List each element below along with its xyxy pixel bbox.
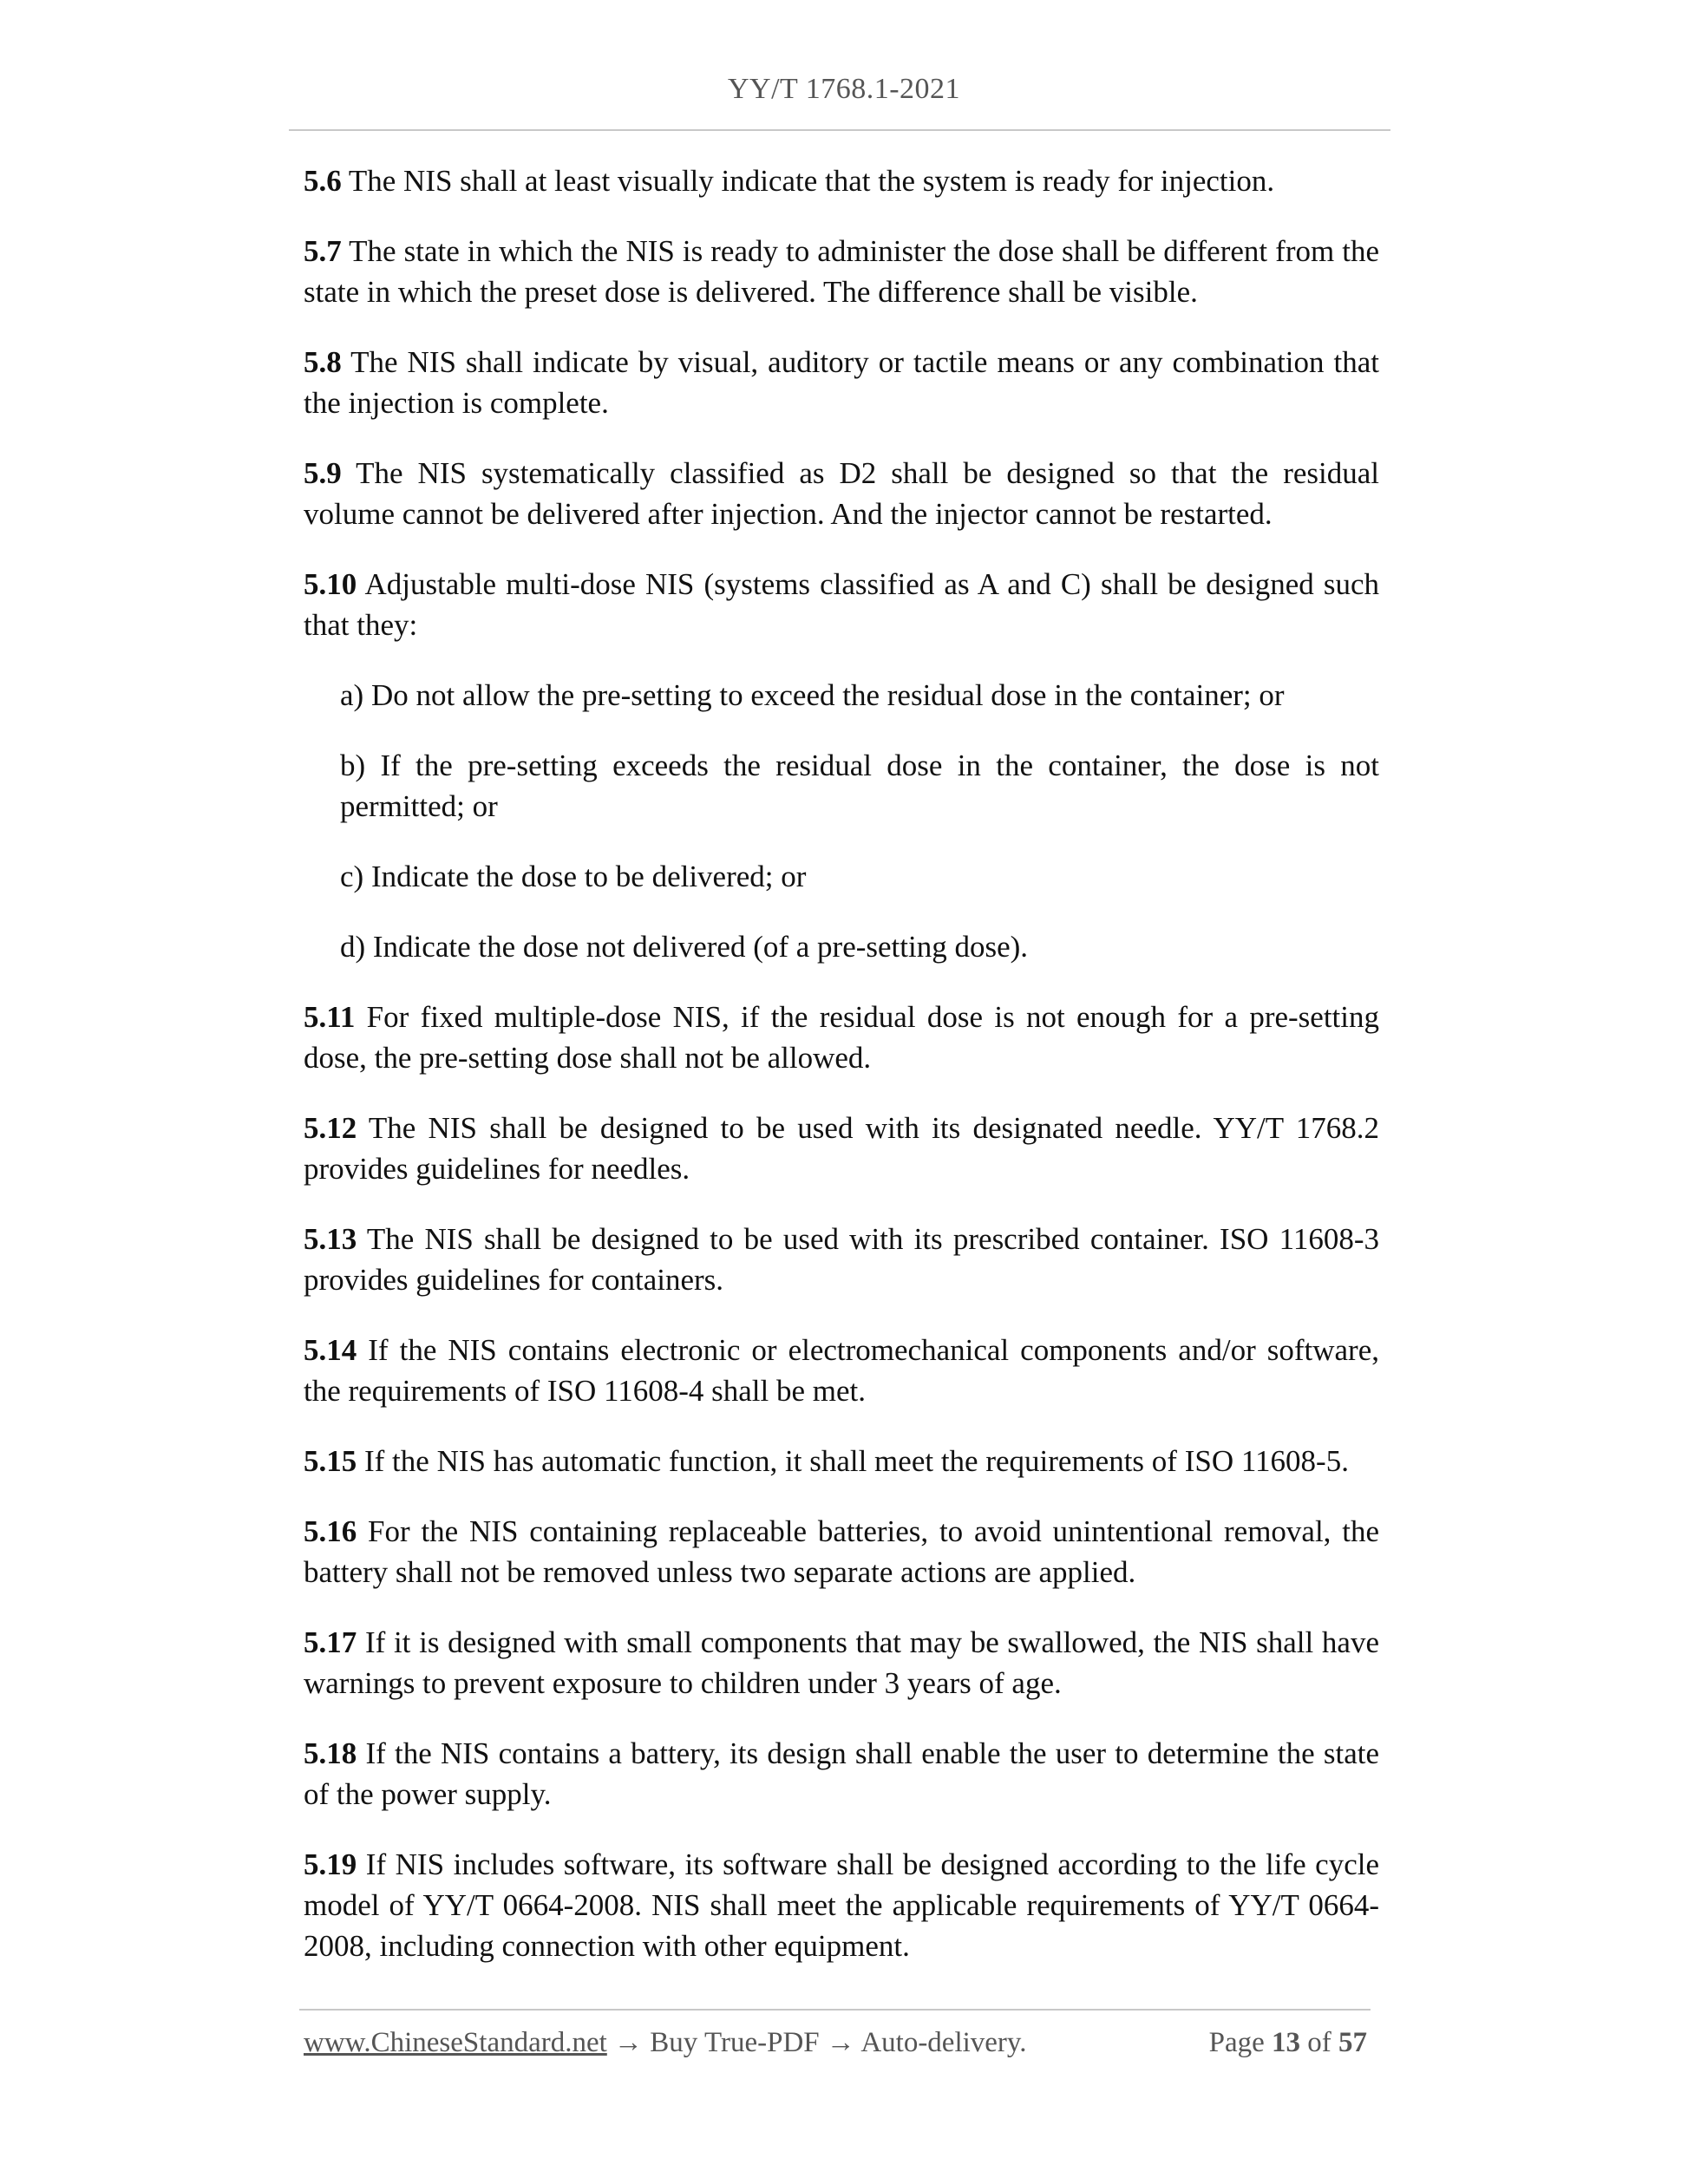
list-item-b: b) If the pre-setting exceeds the residual dose in the container, the dose is not permitted; or <box>340 749 1379 823</box>
clause-text: For the NIS containing replaceable batteries, to avoid unintentional removal, the battery shall not be removed unless two separate actions are applied. <box>304 1514 1379 1589</box>
clause-number: 5.13 <box>304 1222 357 1256</box>
clause-text: If NIS includes software, its software shall be designed according to the life cycle model of YY/T 0664-2008. NIS shall meet the applicable requirements of YY/T 0664-2008, including connection with other equipment. <box>304 1847 1379 1963</box>
document-header-title: YY/T 1768.1-2021 <box>727 73 961 105</box>
auto-delivery-text: Auto-delivery. <box>860 2027 1027 2058</box>
clause-text: Adjustable multi-dose NIS (systems classified as A and C) shall be designed such that they: <box>304 567 1379 642</box>
page-indicator <box>1209 2027 1367 2059</box>
clause-number: 5.6 <box>304 164 342 198</box>
of-label: of <box>1307 2027 1331 2058</box>
page-label: Page <box>1208 2027 1265 2058</box>
clause-text: The state in which the NIS is ready to administer the dose shall be different from the state in which the preset dose is delivered. The difference shall be visible. <box>304 234 1380 309</box>
clause-text: If the NIS has automatic function, it shall meet the requirements of ISO 11608-5. <box>364 1444 1349 1478</box>
footer-left <box>304 2027 1027 2059</box>
clause-number: 5.16 <box>304 1514 357 1548</box>
arrow-right-icon: → <box>614 2027 644 2058</box>
page-current: 13 <box>1272 2027 1300 2058</box>
clause-number: 5.18 <box>304 1736 357 1770</box>
clause-number: 5.8 <box>304 345 342 379</box>
clause-number: 5.7 <box>304 234 342 268</box>
clause-number: 5.19 <box>304 1847 357 1881</box>
clause-5-14 <box>304 1330 1379 1411</box>
document-body <box>304 160 1379 1996</box>
clause-5-9 <box>304 453 1379 534</box>
clause-5-12 <box>304 1108 1379 1189</box>
clause-text: The NIS shall be designed to be used with its designated needle. YY/T 1768.2 provides guidelines for needles. <box>304 1111 1379 1186</box>
clause-5-17 <box>304 1622 1379 1703</box>
arrow-right-icon: → <box>826 2027 855 2058</box>
clause-number: 5.14 <box>304 1333 357 1367</box>
clause-5-15 <box>304 1441 1379 1481</box>
clause-number: 5.12 <box>304 1111 357 1145</box>
chinese-standard-link[interactable]: www.ChineseStandard.net <box>304 2027 607 2058</box>
page-total: 57 <box>1338 2027 1367 2058</box>
clause-text: For fixed multiple-dose NIS, if the residual dose is not enough for a pre-setting dose, the pre-setting dose shall not be allowed. <box>304 1000 1380 1075</box>
clause-text: The NIS shall at least visually indicate that the system is ready for injection. <box>348 164 1275 198</box>
clause-text: If the NIS contains a battery, its design shall enable the user to determine the state of the power supply. <box>304 1736 1379 1811</box>
header-divider <box>289 129 1390 131</box>
footer-divider <box>299 2009 1371 2011</box>
clause-number: 5.17 <box>304 1625 357 1659</box>
clause-text: If it is designed with small components that may be swallowed, the NIS shall have warnings to prevent exposure to children under 3 years of age. <box>304 1625 1379 1700</box>
clause-5-19 <box>304 1844 1379 1966</box>
clause-number: 5.9 <box>304 456 342 490</box>
clause-5-6 <box>304 160 1379 201</box>
clause-number: 5.11 <box>304 1000 356 1034</box>
list-item-c: c) Indicate the dose to be delivered; or <box>340 860 807 893</box>
page-footer <box>304 2027 1367 2059</box>
clause-text: If the NIS contains electronic or electromechanical components and/or software, the requirements of ISO 11608-4 shall be met. <box>304 1333 1379 1408</box>
clause-5-11 <box>304 997 1379 1078</box>
clause-text: The NIS systematically classified as D2 shall be designed so that the residual volume cannot be delivered after injection. And the injector cannot be restarted. <box>304 456 1379 531</box>
clause-text: The NIS shall be designed to be used with its prescribed container. ISO 11608-3 provides guidelines for containers. <box>304 1222 1380 1297</box>
clause-number: 5.15 <box>304 1444 357 1478</box>
list-item-d: d) Indicate the dose not delivered (of a pre-setting dose). <box>340 930 1029 964</box>
buy-true-pdf-text: Buy True-PDF <box>650 2027 820 2058</box>
clause-5-7 <box>304 231 1379 312</box>
list-item-a: a) Do not allow the pre-setting to exceed the residual dose in the container; or <box>340 678 1285 712</box>
clause-5-10 <box>304 564 1379 645</box>
clause-text: The NIS shall indicate by visual, auditory or tactile means or any combination that the injection is complete. <box>304 345 1380 420</box>
clause-5-13 <box>304 1219 1379 1300</box>
clause-number: 5.10 <box>304 567 357 601</box>
clause-5-18 <box>304 1733 1379 1815</box>
clause-5-8 <box>304 342 1379 423</box>
clause-5-16 <box>304 1511 1379 1592</box>
